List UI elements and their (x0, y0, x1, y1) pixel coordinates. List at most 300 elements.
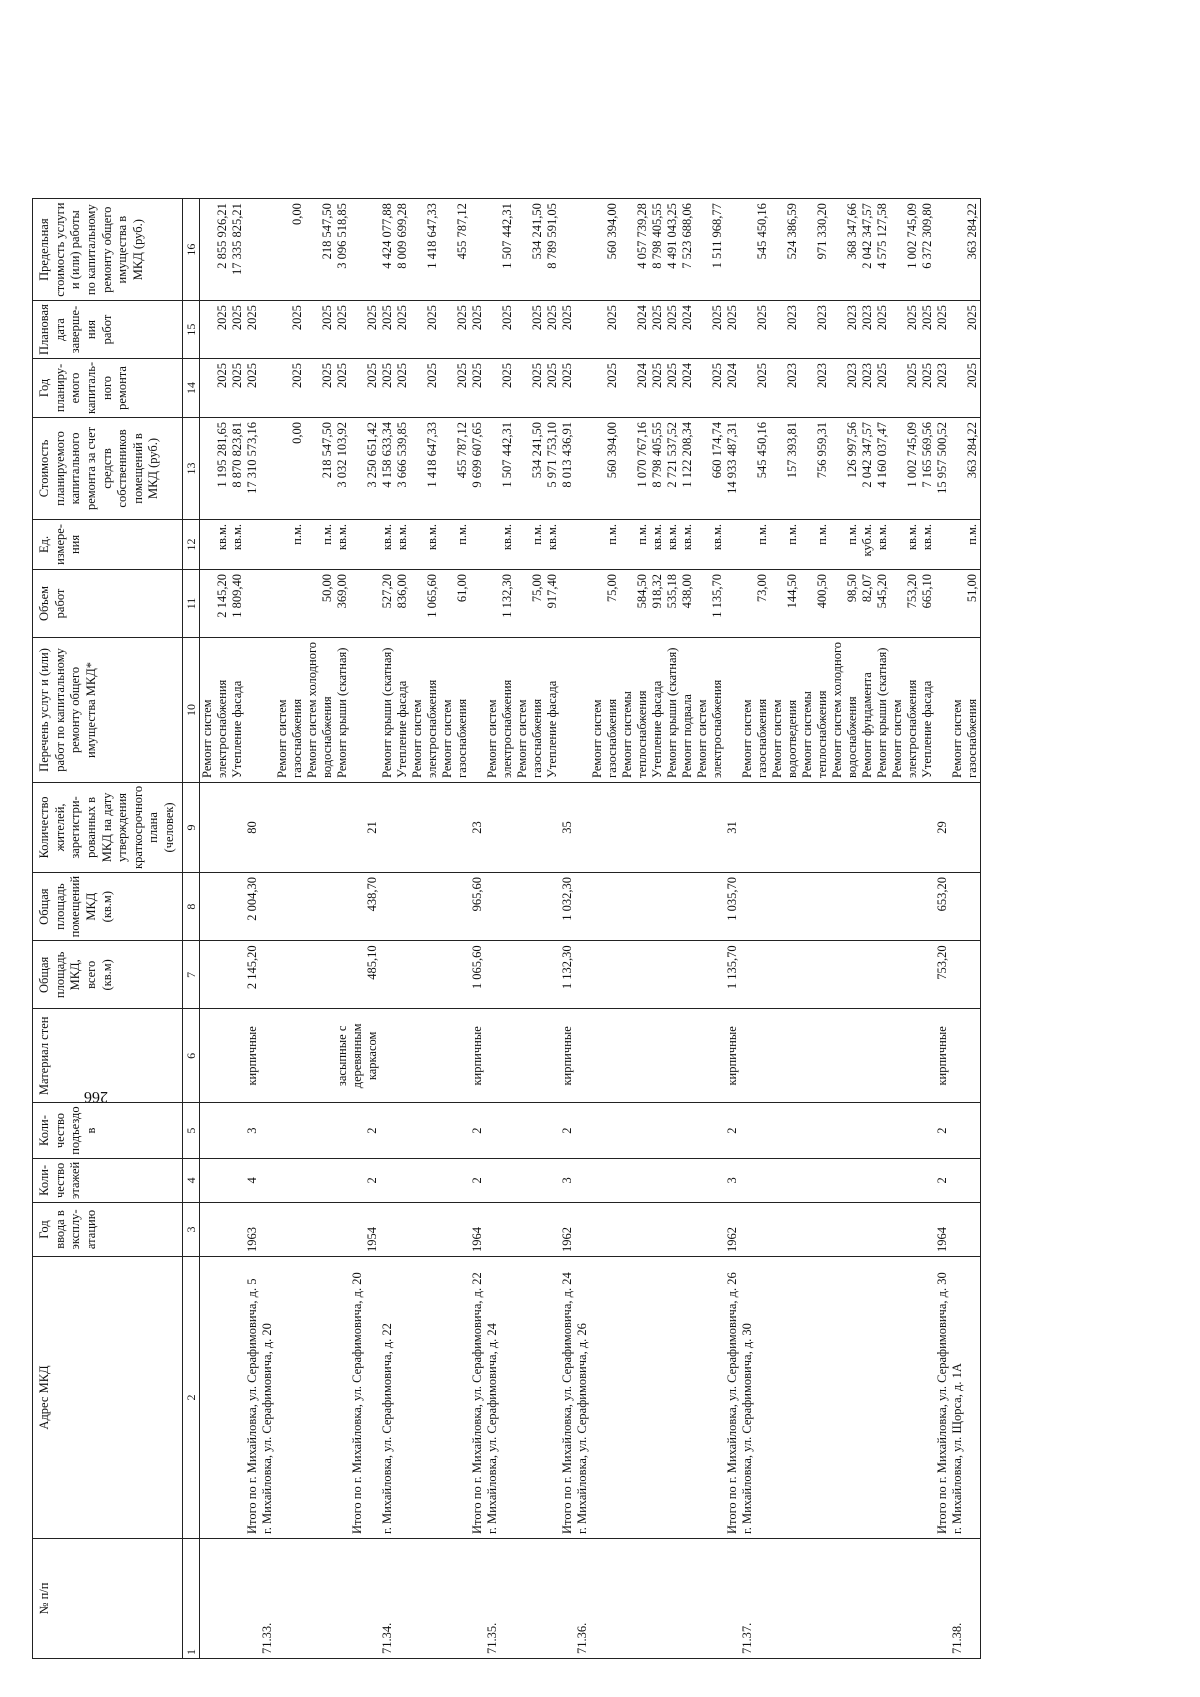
work-volume (740, 569, 755, 637)
unit-of-measure (830, 519, 845, 569)
address-cell (755, 1257, 770, 1539)
limit-cost (470, 199, 485, 301)
table-row (575, 199, 590, 1659)
wall-material (905, 1009, 920, 1103)
work-type: электроснабжения (425, 637, 440, 782)
entrances-count (770, 1103, 785, 1158)
premises-area (380, 872, 395, 940)
wall-material (800, 1009, 815, 1103)
work-volume (200, 569, 216, 637)
premises-area (815, 872, 830, 940)
limit-cost (260, 199, 275, 301)
repair-year: 2023 (845, 358, 860, 417)
completion-year: 2025 (425, 301, 440, 359)
wall-material (740, 1009, 755, 1103)
entrances-count (965, 1103, 981, 1158)
address-cell: Итого по г. Михайловка, ул. Серафимовича, д. 22 (470, 1257, 485, 1539)
work-volume: 75,00 (605, 569, 620, 637)
work-volume: 753,20 (905, 569, 920, 637)
planned-cost: 3 250 651,42 (365, 417, 380, 519)
floors-count (770, 1158, 785, 1202)
total-area (755, 941, 770, 1009)
total-area: 753,20 (935, 941, 950, 1009)
entrances-count (215, 1103, 230, 1158)
address-cell: Итого по г. Михайловка, ул. Серафимовича, д. 30 (935, 1257, 950, 1539)
wall-material (530, 1009, 545, 1103)
work-type: Ремонт систем (275, 637, 290, 782)
work-type: Ремонт системы (620, 637, 635, 782)
residents-count (950, 782, 965, 872)
limit-cost: 3 096 518,85 (335, 199, 350, 301)
work-volume: 527,20 (380, 569, 395, 637)
total-area (680, 941, 695, 1009)
repair-year (275, 358, 290, 417)
total-area (395, 941, 410, 1009)
total-area (575, 941, 590, 1009)
total-area (305, 941, 320, 1009)
table-row (545, 199, 560, 1659)
entrances-count (545, 1103, 560, 1158)
total-area (275, 941, 290, 1009)
repair-year: 2025 (920, 358, 935, 417)
premises-area (260, 872, 275, 940)
year-built (860, 1203, 875, 1257)
repair-year: 2025 (530, 358, 545, 417)
limit-cost: 2 855 926,21 (215, 199, 230, 301)
year-built (455, 1203, 470, 1257)
year-built (965, 1203, 981, 1257)
entrances-count: 2 (560, 1103, 575, 1158)
work-type: теплоснабжения (635, 637, 650, 782)
floors-count (545, 1158, 560, 1202)
address-cell (875, 1257, 890, 1539)
work-volume: 369,00 (335, 569, 350, 637)
entrances-count (620, 1103, 635, 1158)
completion-year: 2025 (215, 301, 230, 359)
planned-cost: 560 394,00 (605, 417, 620, 519)
planned-cost (410, 417, 425, 519)
work-type: газоснабжения (965, 637, 981, 782)
residents-count (665, 782, 680, 872)
unit-of-measure: кв.м. (650, 519, 665, 569)
unit-of-measure (575, 519, 590, 569)
unit-of-measure (410, 519, 425, 569)
work-type: газоснабжения (290, 637, 305, 782)
row-number (455, 1539, 470, 1659)
row-number (590, 1539, 605, 1659)
total-area (635, 941, 650, 1009)
unit-of-measure (260, 519, 275, 569)
residents-count (575, 782, 590, 872)
wall-material (665, 1009, 680, 1103)
table-row (455, 199, 470, 1659)
row-number (365, 1539, 380, 1659)
premises-area (695, 872, 710, 940)
work-type: Ремонт систем (770, 637, 785, 782)
year-built (500, 1203, 515, 1257)
total-area (605, 941, 620, 1009)
wall-material (620, 1009, 635, 1103)
premises-area: 1 035,70 (725, 872, 740, 940)
total-area (320, 941, 335, 1009)
planned-cost: 1 122 208,34 (680, 417, 695, 519)
premises-area (755, 872, 770, 940)
floors-count (440, 1158, 455, 1202)
wall-material (890, 1009, 905, 1103)
repair-year: 2024 (635, 358, 650, 417)
repair-year (950, 358, 965, 417)
repair-year (770, 358, 785, 417)
table-row (755, 199, 770, 1659)
year-built: 1963 (245, 1203, 260, 1257)
limit-cost: 8 798 405,55 (650, 199, 665, 301)
row-number (815, 1539, 830, 1659)
completion-year: 2025 (650, 301, 665, 359)
premises-area: 438,70 (365, 872, 380, 940)
repair-year: 2025 (425, 358, 440, 417)
work-type: электроснабжения (215, 637, 230, 782)
limit-cost: 363 284,22 (965, 199, 981, 301)
premises-area (425, 872, 440, 940)
wall-material (230, 1009, 245, 1103)
floors-count (785, 1158, 800, 1202)
entrances-count (665, 1103, 680, 1158)
total-area: 2 145,20 (245, 941, 260, 1009)
entrances-count (845, 1103, 860, 1158)
completion-year: 2025 (470, 301, 485, 359)
planned-cost: 4 160 037,47 (875, 417, 890, 519)
work-volume (365, 569, 380, 637)
work-volume: 73,00 (755, 569, 770, 637)
entrances-count (500, 1103, 515, 1158)
work-volume (410, 569, 425, 637)
row-number (500, 1539, 515, 1659)
year-built (665, 1203, 680, 1257)
floors-count (485, 1158, 500, 1202)
entrances-count (350, 1103, 365, 1158)
table-row (740, 199, 755, 1659)
entrances-count (800, 1103, 815, 1158)
planned-cost: 1 418 647,33 (425, 417, 440, 519)
row-number (845, 1539, 860, 1659)
column-number: 3 (182, 1203, 199, 1257)
work-volume: 75,00 (530, 569, 545, 637)
header-cell: Год ввода в эксплу-атацию (33, 1203, 183, 1257)
completion-year: 2025 (905, 301, 920, 359)
planned-cost (770, 417, 785, 519)
repair-year (515, 358, 530, 417)
unit-of-measure (275, 519, 290, 569)
planned-cost (695, 417, 710, 519)
address-cell (860, 1257, 875, 1539)
entrances-count (860, 1103, 875, 1158)
entrances-count (290, 1103, 305, 1158)
completion-year: 2025 (710, 301, 725, 359)
wall-material (410, 1009, 425, 1103)
limit-cost: 4 491 043,25 (665, 199, 680, 301)
planned-cost (740, 417, 755, 519)
total-area (290, 941, 305, 1009)
premises-area (875, 872, 890, 940)
work-type: Утепление фасада (395, 637, 410, 782)
limit-cost (245, 199, 260, 301)
work-volume: 82,07 (860, 569, 875, 637)
row-number (860, 1539, 875, 1659)
wall-material (485, 1009, 500, 1103)
row-number (410, 1539, 425, 1659)
total-area (590, 941, 605, 1009)
row-number (710, 1539, 725, 1659)
floors-count (860, 1158, 875, 1202)
premises-area (710, 872, 725, 940)
unit-of-measure: кв.м. (905, 519, 920, 569)
premises-area: 965,60 (470, 872, 485, 940)
floors-count (830, 1158, 845, 1202)
work-volume (485, 569, 500, 637)
premises-area (770, 872, 785, 940)
unit-of-measure: п.м. (320, 519, 335, 569)
planned-cost: 157 393,81 (785, 417, 800, 519)
total-area (845, 941, 860, 1009)
unit-of-measure (515, 519, 530, 569)
repair-year: 2025 (215, 358, 230, 417)
table-row (290, 199, 305, 1659)
wall-material (440, 1009, 455, 1103)
address-cell (500, 1257, 515, 1539)
repair-year: 2023 (935, 358, 950, 417)
floors-count (590, 1158, 605, 1202)
floors-count (350, 1158, 365, 1202)
address-cell (770, 1257, 785, 1539)
year-built (305, 1203, 320, 1257)
work-type (260, 637, 275, 782)
unit-of-measure: п.м. (605, 519, 620, 569)
floors-count (320, 1158, 335, 1202)
entrances-count (605, 1103, 620, 1158)
completion-year: 2025 (875, 301, 890, 359)
repair-year (305, 358, 320, 417)
unit-of-measure: кв.м. (665, 519, 680, 569)
row-number (920, 1539, 935, 1659)
limit-cost (305, 199, 320, 301)
repair-year: 2025 (245, 358, 260, 417)
work-type: Ремонт крыши (скатная) (875, 637, 890, 782)
planned-cost: 15 957 500,52 (935, 417, 950, 519)
work-type: Ремонт систем холодного (305, 637, 320, 782)
table-row (440, 199, 455, 1659)
year-built (485, 1203, 500, 1257)
floors-count (575, 1158, 590, 1202)
residents-count (260, 782, 275, 872)
floors-count (890, 1158, 905, 1202)
work-volume: 51,00 (965, 569, 981, 637)
total-area (815, 941, 830, 1009)
premises-area (680, 872, 695, 940)
repair-year (440, 358, 455, 417)
work-volume: 1 135,70 (710, 569, 725, 637)
residents-count (920, 782, 935, 872)
completion-year: 2025 (230, 301, 245, 359)
work-volume (560, 569, 575, 637)
premises-area (785, 872, 800, 940)
limit-cost (935, 199, 950, 301)
row-number (305, 1539, 320, 1659)
entrances-count (425, 1103, 440, 1158)
row-number (665, 1539, 680, 1659)
work-volume (290, 569, 305, 637)
address-cell (590, 1257, 605, 1539)
floors-count (620, 1158, 635, 1202)
entrances-count (680, 1103, 695, 1158)
premises-area (650, 872, 665, 940)
address-cell (455, 1257, 470, 1539)
completion-year: 2025 (605, 301, 620, 359)
row-number: 71.34. (380, 1539, 395, 1659)
row-number (905, 1539, 920, 1659)
completion-year: 2025 (380, 301, 395, 359)
premises-area: 653,20 (935, 872, 950, 940)
completion-year: 2025 (320, 301, 335, 359)
entrances-count (335, 1103, 350, 1158)
address-cell (305, 1257, 320, 1539)
residents-count (740, 782, 755, 872)
address-cell (230, 1257, 245, 1539)
work-type: газоснабжения (455, 637, 470, 782)
year-built (785, 1203, 800, 1257)
header-cell: Адрес МКД (33, 1257, 183, 1539)
entrances-count (740, 1103, 755, 1158)
unit-of-measure: п.м. (755, 519, 770, 569)
table-row (350, 199, 365, 1659)
table-row (620, 199, 635, 1659)
header-cell: Стоимость планируемого капитального ремонта за счет средств собственников помещений в МКД (руб.) (33, 417, 183, 519)
premises-area (290, 872, 305, 940)
year-built (890, 1203, 905, 1257)
row-number (200, 1539, 216, 1659)
unit-of-measure (560, 519, 575, 569)
limit-cost: 4 575 127,58 (875, 199, 890, 301)
floors-count (395, 1158, 410, 1202)
wall-material (275, 1009, 290, 1103)
column-number: 8 (182, 872, 199, 940)
entrances-count (635, 1103, 650, 1158)
completion-year (590, 301, 605, 359)
total-area (650, 941, 665, 1009)
header-cell: Год планиру-емого капиталь-ного ремонта (33, 358, 183, 417)
work-type (470, 637, 485, 782)
limit-cost (890, 199, 905, 301)
row-number (680, 1539, 695, 1659)
year-built (230, 1203, 245, 1257)
completion-year: 2025 (920, 301, 935, 359)
work-type (365, 637, 380, 782)
unit-of-measure (890, 519, 905, 569)
address-cell (905, 1257, 920, 1539)
completion-year (770, 301, 785, 359)
premises-area (320, 872, 335, 940)
completion-year (575, 301, 590, 359)
planned-cost: 1 070 767,16 (635, 417, 650, 519)
residents-count (875, 782, 890, 872)
table-row (830, 199, 845, 1659)
row-number (890, 1539, 905, 1659)
entrances-count (785, 1103, 800, 1158)
total-area (200, 941, 216, 1009)
limit-cost (800, 199, 815, 301)
unit-of-measure (245, 519, 260, 569)
entrances-count (650, 1103, 665, 1158)
planned-cost (830, 417, 845, 519)
floors-count (950, 1158, 965, 1202)
completion-year: 2025 (665, 301, 680, 359)
planned-cost (800, 417, 815, 519)
page-number: 266 (84, 1088, 108, 1105)
entrances-count (905, 1103, 920, 1158)
wall-material (950, 1009, 965, 1103)
planned-cost: 5 971 753,10 (545, 417, 560, 519)
residents-count (515, 782, 530, 872)
floors-count (920, 1158, 935, 1202)
premises-area (665, 872, 680, 940)
planned-cost (200, 417, 216, 519)
wall-material: кирпичные (245, 1009, 260, 1103)
premises-area (620, 872, 635, 940)
floors-count (260, 1158, 275, 1202)
planned-cost: 8 013 436,91 (560, 417, 575, 519)
planned-cost: 756 959,31 (815, 417, 830, 519)
work-type (935, 637, 950, 782)
limit-cost: 8 009 699,28 (395, 199, 410, 301)
wall-material (305, 1009, 320, 1103)
total-area (965, 941, 981, 1009)
work-volume (245, 569, 260, 637)
floors-count (515, 1158, 530, 1202)
address-cell (425, 1257, 440, 1539)
unit-of-measure (590, 519, 605, 569)
wall-material (650, 1009, 665, 1103)
unit-of-measure (725, 519, 740, 569)
total-area (215, 941, 230, 1009)
completion-year (410, 301, 425, 359)
header-cell: Объем работ (33, 569, 183, 637)
limit-cost (560, 199, 575, 301)
residents-count (710, 782, 725, 872)
residents-count (695, 782, 710, 872)
work-type: газоснабжения (605, 637, 620, 782)
total-area (710, 941, 725, 1009)
premises-area (350, 872, 365, 940)
address-cell (680, 1257, 695, 1539)
completion-year: 2025 (965, 301, 981, 359)
limit-cost (590, 199, 605, 301)
address-cell: Итого по г. Михайловка, ул. Серафимовича, д. 20 (350, 1257, 365, 1539)
entrances-count (440, 1103, 455, 1158)
table-row (200, 199, 216, 1659)
address-cell: г. Михайловка, ул. Серафимовича, д. 30 (740, 1257, 755, 1539)
work-type: Утепление фасада (920, 637, 935, 782)
total-area (455, 941, 470, 1009)
work-volume (890, 569, 905, 637)
address-cell (395, 1257, 410, 1539)
repair-year: 2025 (335, 358, 350, 417)
premises-area (395, 872, 410, 940)
wall-material (455, 1009, 470, 1103)
premises-area (575, 872, 590, 940)
year-built (350, 1203, 365, 1257)
work-type: Ремонт фундамента (860, 637, 875, 782)
planned-cost (620, 417, 635, 519)
unit-of-measure (620, 519, 635, 569)
